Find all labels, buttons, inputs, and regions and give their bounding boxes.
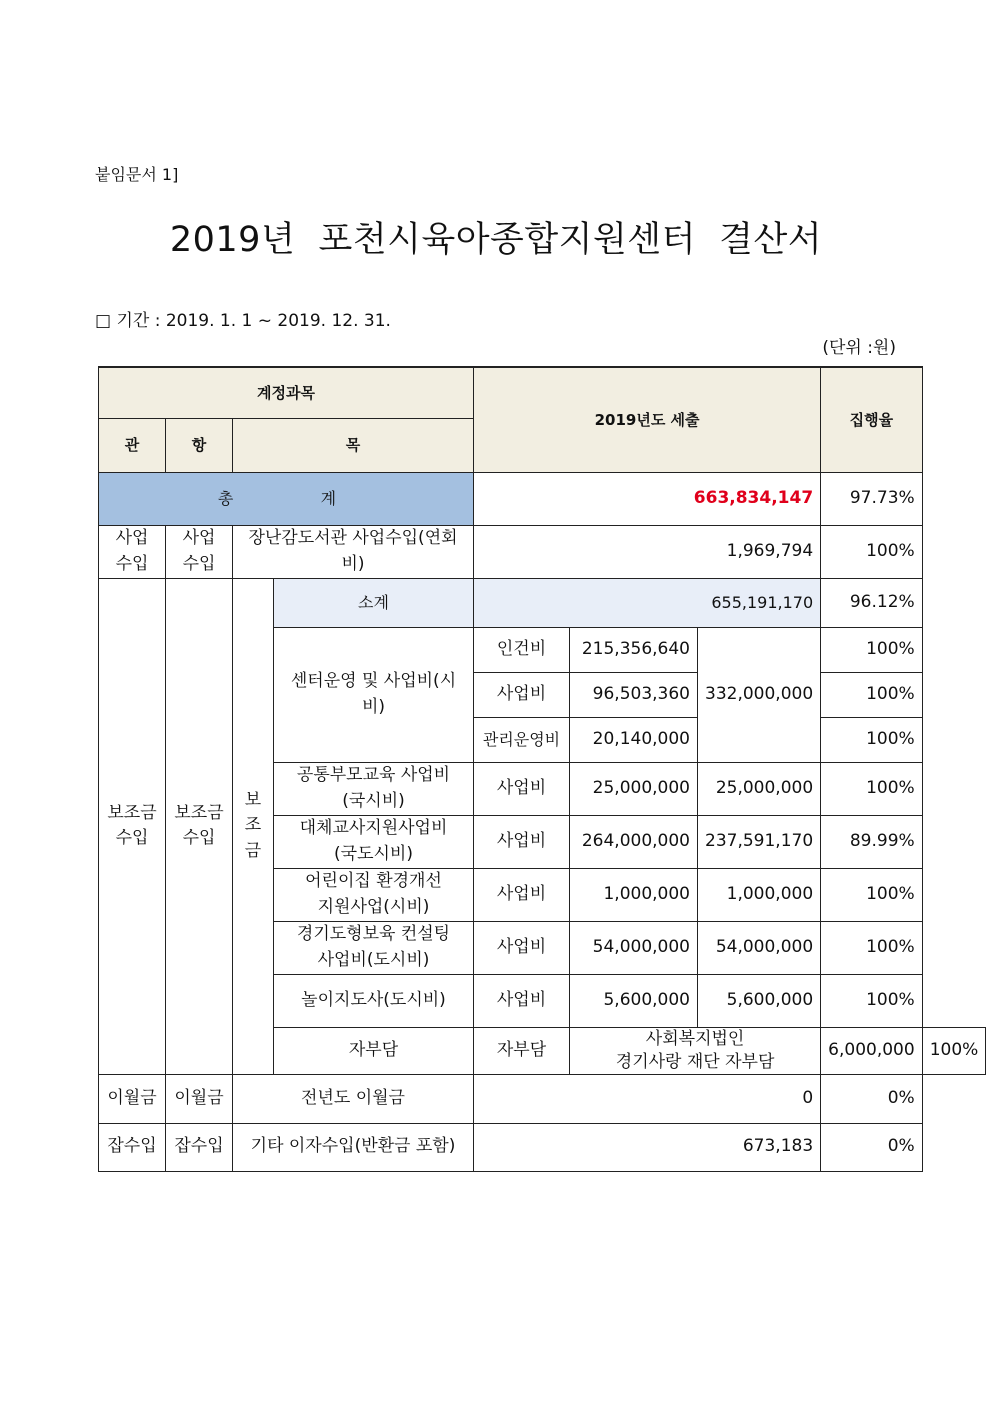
subsidy-row-rate: 100% <box>821 974 923 1027</box>
carryover-rate: 0% <box>821 1074 923 1123</box>
subsidy-row-amount: 25,000,000 <box>698 762 821 815</box>
subsidy-row-type: 사업비 <box>474 762 570 815</box>
misc-mok: 기타 이자수입(반환금 포함) <box>233 1123 474 1171</box>
subsidy-row-amount: 54,000,000 <box>698 921 821 974</box>
center-total: 332,000,000 <box>698 627 821 762</box>
subsidy-row-type: 사업비 <box>474 921 570 974</box>
subsidy-row-label: 공통부모교육 사업비 (국시비) <box>274 762 474 815</box>
subsidy-row-budget: 1,000,000 <box>570 868 698 921</box>
center-item-type: 사업비 <box>474 672 570 717</box>
carryover-amount: 0 <box>474 1074 821 1123</box>
subsidy-row-label: 어린이집 환경개선 지원사업(시비) <box>274 868 474 921</box>
table-row <box>99 525 986 578</box>
misc-hang: 잡수입 <box>166 1123 233 1171</box>
misc-rate: 0% <box>821 1123 923 1171</box>
center-item-rate: 100% <box>821 717 923 762</box>
subsidy-row-type: 사업비 <box>474 974 570 1027</box>
subsidy-row-amount: 5,600,000 <box>698 974 821 1027</box>
subsidy-row-budget: 264,000,000 <box>570 815 698 868</box>
header-mok: 목 <box>233 418 474 472</box>
misc-amount: 673,183 <box>474 1123 821 1171</box>
header-gwan: 관 <box>99 418 166 472</box>
table-row <box>99 1123 986 1171</box>
selfpay-amount: 6,000,000 <box>821 1027 923 1074</box>
selfpay-gwan: 자부담 <box>274 1027 474 1074</box>
total-row <box>99 472 986 525</box>
selfpay-hang: 자부담 <box>474 1027 570 1074</box>
subsidy-gwan: 보조금 수입 <box>99 578 166 1074</box>
subsidy-row-label: 놀이지도사(도시비) <box>274 974 474 1027</box>
selfpay-rate: 100% <box>922 1027 986 1074</box>
business-hang: 사업 수입 <box>166 525 233 578</box>
header-revenue: 2019년도 세출 <box>474 367 821 472</box>
settlement-table <box>98 366 986 1172</box>
business-gwan: 사업 수입 <box>99 525 166 578</box>
selfpay-mok: 사회복지법인 경기사랑 재단 자부담 <box>570 1027 821 1074</box>
carryover-mok: 전년도 이월금 <box>233 1074 474 1123</box>
total-rate: 97.73% <box>821 472 923 525</box>
subsidy-row-rate: 100% <box>821 762 923 815</box>
header-hang: 항 <box>166 418 233 472</box>
misc-gwan: 잡수입 <box>99 1123 166 1171</box>
subtotal-rate: 96.12% <box>821 578 923 627</box>
header-rate: 집행율 <box>821 367 923 472</box>
subsidy-row-label: 경기도형보육 컨설팅 사업비(도시비) <box>274 921 474 974</box>
center-item-rate: 100% <box>821 627 923 672</box>
center-item-budget: 96,503,360 <box>570 672 698 717</box>
subsidy-row-rate: 100% <box>821 921 923 974</box>
subsidy-row-amount: 1,000,000 <box>698 868 821 921</box>
subtotal-amount: 655,191,170 <box>474 578 821 627</box>
subsidy-row-label: 대체교사지원사업비 (국도시비) <box>274 815 474 868</box>
subsidy-row-rate: 100% <box>821 868 923 921</box>
carryover-hang: 이월금 <box>166 1074 233 1123</box>
subsidy-sub-label: 보 조 금 <box>233 578 274 1074</box>
business-amount: 1,969,794 <box>474 525 821 578</box>
period-label: □ 기간 : 2019. 1. 1 ~ 2019. 12. 31. <box>95 311 391 331</box>
center-label: 센터운영 및 사업비(시비) <box>274 627 474 762</box>
attachment-label: 붙임문서 1] <box>95 165 179 184</box>
page-title: 2019년 포천시육아종합지원센터 결산서 <box>169 220 823 260</box>
carryover-gwan: 이월금 <box>99 1074 166 1123</box>
table-row <box>99 578 986 627</box>
total-amount: 663,834,147 <box>474 472 821 525</box>
business-mok: 장난감도서관 사업수입(연회비) <box>233 525 474 578</box>
total-label: 총 계 <box>99 472 474 525</box>
table-row <box>99 1074 986 1123</box>
center-item-type: 관리운영비 <box>474 717 570 762</box>
center-item-type: 인건비 <box>474 627 570 672</box>
subtotal-label: 소계 <box>274 578 474 627</box>
center-item-rate: 100% <box>821 672 923 717</box>
subsidy-row-budget: 54,000,000 <box>570 921 698 974</box>
center-item-budget: 20,140,000 <box>570 717 698 762</box>
center-item-budget: 215,356,640 <box>570 627 698 672</box>
business-rate: 100% <box>821 525 923 578</box>
header-account: 계정과목 <box>99 367 474 418</box>
subsidy-row-budget: 5,600,000 <box>570 974 698 1027</box>
subsidy-hang: 보조금 수입 <box>166 578 233 1074</box>
subsidy-row-rate: 89.99% <box>821 815 923 868</box>
unit-label: (단위 :원) <box>822 338 896 358</box>
subsidy-row-budget: 25,000,000 <box>570 762 698 815</box>
subsidy-row-amount: 237,591,170 <box>698 815 821 868</box>
subsidy-row-type: 사업비 <box>474 815 570 868</box>
subsidy-row-type: 사업비 <box>474 868 570 921</box>
